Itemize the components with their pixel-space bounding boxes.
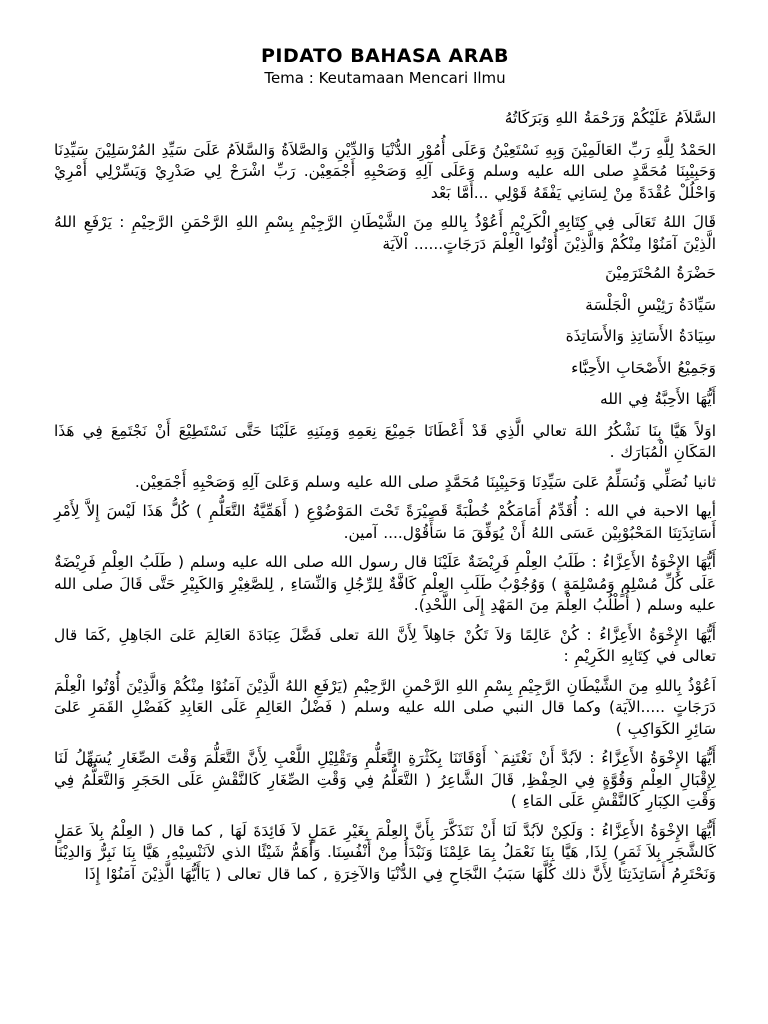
- address-line: وَجَمِيْعُ الأَصْحَابِ الأَحِبَّاء: [571, 358, 716, 377]
- greeting-paragraph: السَّلاَمُ عَلَيْكُمْ وَرَحْمَةُ اللهِ وَبَرَكَاتُهُ: [504, 109, 716, 127]
- speech-body: [54, 108, 716, 885]
- salawat-paragraph: ثانيا نُصَلِّي وَنُسَلِّمُ عَلىَ سَيِّدِنَا وَحَبِيْبِنَا مُحَمَّدٍ صلى الله عليه وسلم وَعَلىَ آلِهِ وَصَحْبِهِ أَجْمَعِيْن.: [134, 472, 716, 491]
- address-line: سَيِّادَةُ رَئِيْسِ الْجَلْسَة: [585, 295, 716, 314]
- quran-verse-paragraph: قَالَ اللهُ تَعَالَى فِي كِتَابِهِ الْكَرِيْمِ أَعُوْذُ بِاللهِ مِنَ الشَّيْطَانِ الرَّجِيْمِ بِسْمِ اللهِ الرَّحْمَنِ الرَّحِيْمِ : يَرْفَعِ اللهُ الَّذِيْنَ آمَنُوْا مِنْكُمْ وَالَّذِيْنَ أُوْتُوا الْعِلْمَ دَرَجَاتٍ...... اْلآيَة: [54, 213, 716, 253]
- address-line: سِيَادَةُ الأَسَاتِذِ وَالأَسَاتِذَة: [565, 327, 716, 345]
- document-title: PIDATO BAHASA ARAB: [260, 45, 510, 67]
- document-subtitle: Tema : Keutamaan Mencari Ilmu: [264, 69, 506, 87]
- opening-praise-paragraph: الحَمْدُ لِلَّهِ رَبِّ العَالَمِيْنَ وَبِهِ نَسْتَعِيْنُ وَعَلَى أُمُوْرِ الدُّنْيَا وَالدِّيْنِ وَالصَّلاَةُ وَالسَّلاَمُ عَلَىَ سَيِّدِ المُرْسَلِيْنَ سَيِّدِنَا وَحَبِيْبِنَا مُحَمَّدٍ صلى الله عليه وسلم وَعَلَى آلِهِ وَصَحْبِهِ أَجْمَعِيْن. رَبِّ اشْرَحْ لِي صَدْرِيْ وَيَسِّرْلِي أَمْرِيْ وَاحْلُلْ عُقْدَةً مِنْ لِسَانِي يَفْقَهُ قَوْلِي ...أَمَّا بَعْد: [54, 140, 716, 202]
- address-line: حَضْرَةُ المُحْتَرَمِيْنَ: [605, 264, 716, 282]
- be-scholar-paragraph: أَيُّهَا الإِخْوَةُ الأَعِزَّاءُ : كُنْ عَالِمًا وَلاَ تَكُنْ جَاهِلاً لِأَنَّ اللهَ تعلى فَضَّلَ عِبَادَةَ العَالِمَ عَلىَ الجَاهِلِ ,كَمَا قال تعالى في كِتَابِهِ الكَرِيْمِ :: [54, 625, 716, 665]
- verse-hadith-paragraph: اَعُوْذُ بِاللهِ مِنَ الشَّيْطَانِ الرَّجِيْمِ بِسْمِ اللهِ الرَّحْمنِ الرَّحِيْمِ (يَرْفَعِ اللهُ الَّذِيْنَ آمَنُوْا مِنْكُمْ وَالَّذِيْنَ أُوْتُوا الْعِلْمَ دَرَجَاتٍ .....الآيَة) وكما قال النبي صلى الله عليه وسلم ( فَضْلُ العَالِمِ عَلَى العَابِدِ كَفَضْلِ القَمَرِ عَلىَ سَائِرِ الكَوَاكِبِ ): [54, 676, 716, 738]
- practice-paragraph: أَيُّهَا الإِخْوَةُ الأَعِزَّاءُ : وَلَكِنْ لاَبُدَّ لَنَا أَنْ نَتَذَكَّرَ بِأَنَّ العِلْمَ بِغَيْرِ عَمَلٍ لاَ فَائِدَةَ لَهَا , كما قال ( العِلْمُ بِلاَ عَمَلٍ كَالشَّجَرِ بِلاَ ثَمَرٍ) لِذَا, هَيَّا بِنَا نَعْمَلُ بِمَا عَلِمْنَا وَنَبْدَأُ مِنْ أَنْفُسِنَا. وَأَهَمُّ شَيْئًا الذي لاَنَنْسِيْهِ, هَيَّا بِنَا نَبِرُّ وَالدِيْنَا وَنَحْتَرِمُ أَسَاتِذَتِنَا لِأَنَّ ذلك كُلَّهَا سَبَبُ النَّجَاحِ فِي الدُّنْيَا وَالآخِرَةِ , كما قال تعالى ( يَاأَيُّهَا الَّذِيْنَ آمَنُوْا إِذَا: [54, 821, 716, 883]
- use-time-paragraph: أَيُّهَا الإِخْوَةُ الأَعِزَّاءُ : لاَبُدَّ أَنْ نَغْتَنِمَ` أَوْقَاتَنَا بِكَثْرَةِ التَّعَلُّمِ وَتَقْلِيْلِ اللَّعْبِ لِأَنَّ التَّعَلُّمَ وَقْتَ الصِّغَارِ يُسَهِّلُ لَنَا لِإِقْبَالِ العِلْمِ وَقُوَّةٍ فِي الحِفْظِ, قَالَ الشَّاعِرُ ( التَّعَلُّمُ فِي وَقْتِ الصِّغَارِ كَالنَّقْشِ عَلَى الحَجَرِ وَالتَّعَلُّمُ فِي وَقْتِ الكِبَارِ كَالنَّقْشِ عَلَى المَاءِ ): [54, 749, 716, 810]
- topic-intro-paragraph: أيها الاحبة في الله : أُقَدِّمُ أَمَامَكُمْ خُطْبَةً قَصِيْرَةً تَحْتَ المَوْضُوْعِ ( أَهَمِّيَّةُ التَّعَلُّمِ ) كُلُّ هَذَا لَيْسَ إِلاَّ لِأَمْرِ أَسَاتِذَتِنَا المَحْبُوْبِيْن عَسَى اللهُ أَنْ يُوَفِّقَ مَا سَأَقُوْل.... آمين.: [54, 502, 716, 542]
- address-line: أَيُّهَا الأَحِبَّةُ فِي الله: [600, 390, 716, 408]
- gratitude-paragraph: اوَلاً هَيَّا بِنَا نَشْكُرُ اللهَ تعالي الَّذِي قَدْ أَعْطَانَا جَمِيْعَ نِعَمِهِ وَمِنَنِهِ عَلَيْنَا حَتَّى نَسْتَطِيْعَ أَنْ نَجْتَمِعَ فِي هَذَا المَكَانِ الْمُبَارَك .: [54, 421, 716, 461]
- seeking-knowledge-paragraph: أَيُّهَا الإِخْوَةُ الأَعِزَّاءُ : طَلَبُ العِلْمِ فَرِيْضَةٌ عَلَيْنَا قال رسول الله صلى الله عليه وسلم ( طَلَبُ العِلْمِ فَرِيْضَةٌ عَلَى كُلِّ مُسْلِمٍ وَمُسْلِمَةٍ ) وَوُجُوْبُ طَلَبِ العِلْمِ كَافَّةٌ لِلرِّجُلِ وَالنِّسَاءِ , لِلصَّغِيْرِ وَالكَبِيْرِ حَتَّى قَالَ صلى الله عليه وسلم ( أُطْلُبُ العِلْمَ مِنَ المَهْدِ إِلَى اللَّحْدِ).: [54, 553, 716, 614]
